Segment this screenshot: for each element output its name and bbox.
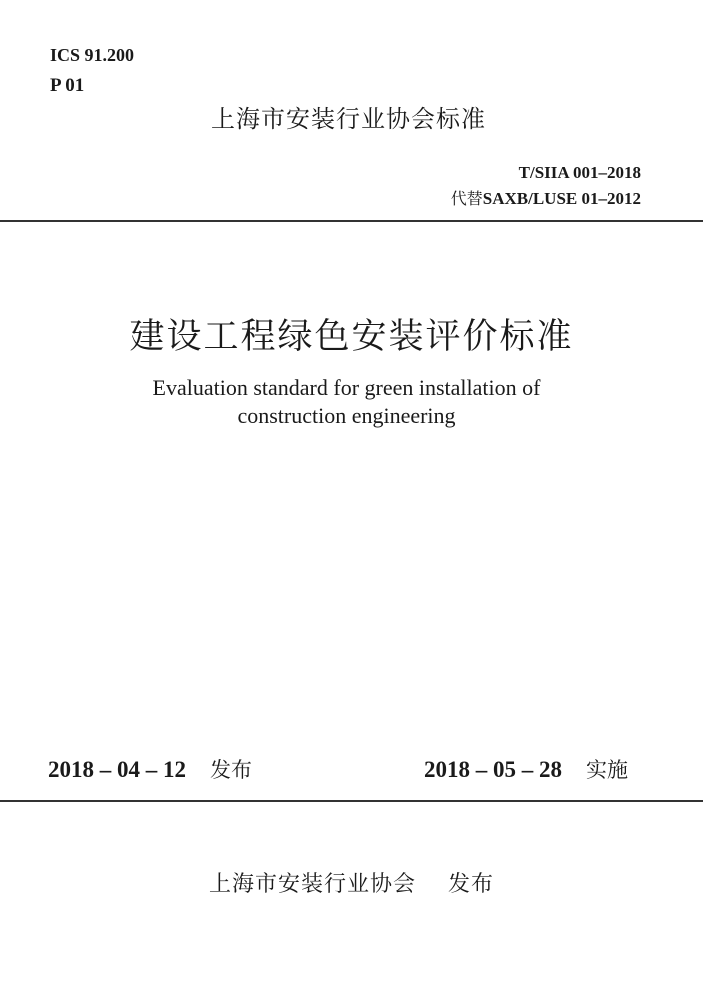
title-english-line1: Evaluation standard for green installation of <box>152 375 541 400</box>
standard-number: T/SIIA 001–2018 <box>518 163 641 182</box>
issue-label: 发布 <box>210 758 252 782</box>
bottom-divider <box>0 800 703 802</box>
title-english-line2: construction engineering <box>237 403 456 428</box>
publisher-line <box>0 870 703 900</box>
ccs-code: P 01 <box>50 75 85 96</box>
implementation-date-block <box>424 755 628 786</box>
implementation-date: 2018 – 05 – 28 <box>424 757 562 782</box>
issue-date-block <box>48 755 252 786</box>
title-chinese: 建设工程绿色安装评价标准 <box>129 317 574 357</box>
replaces-line <box>451 186 641 212</box>
publisher-name: 上海市安装行业协会 <box>208 872 416 897</box>
replaces-code: SAXB/LUSE 01–2012 <box>482 189 641 208</box>
standard-category-text: 上海市安装行业协会标准 <box>211 105 486 133</box>
top-divider <box>0 220 703 222</box>
implementation-label: 实施 <box>586 758 628 782</box>
title-english <box>0 374 693 430</box>
standard-category-heading <box>0 104 703 134</box>
replaces-prefix: 代替 <box>450 189 483 208</box>
issue-date: 2018 – 04 – 12 <box>48 757 186 782</box>
publisher-label: 发布 <box>448 872 495 897</box>
standard-number-block <box>451 160 641 212</box>
ics-code: ICS 91.200 <box>50 45 135 65</box>
